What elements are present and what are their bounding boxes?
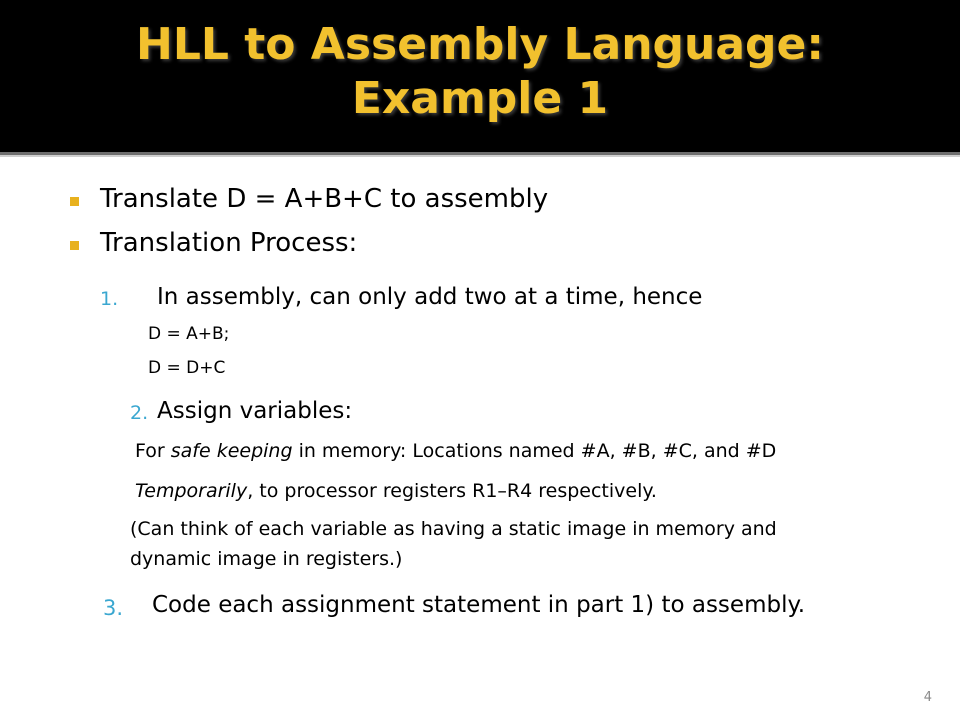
step-3-text: Code each assignment statement in part 1) to assembly. xyxy=(152,592,806,618)
memory-emphasis: safe keeping xyxy=(170,440,293,462)
registers-note xyxy=(135,480,657,502)
image-note-line-1: (Can think of each variable as having a static image in memory and xyxy=(130,518,777,540)
step-number: 3. xyxy=(103,596,124,620)
step-number: 2. xyxy=(130,402,149,424)
memory-rest: in memory: Locations named #A, #B, #C, and #D xyxy=(292,440,777,462)
code-line: D = A+B; xyxy=(148,324,230,344)
code-line: D = D+C xyxy=(148,358,226,378)
bullet-marker-icon xyxy=(70,241,79,250)
slide-title-line-1: HLL to Assembly Language: xyxy=(136,19,824,70)
slide-title-line-2: Example 1 xyxy=(351,73,609,124)
step-1-text: In assembly, can only add two at a time, hence xyxy=(157,284,703,310)
bullet-marker-icon xyxy=(70,197,79,206)
image-note-line-2: dynamic image in registers.) xyxy=(130,548,403,570)
step-number: 1. xyxy=(100,288,119,310)
page-number: 4 xyxy=(923,690,932,705)
bullet-translation-process: Translation Process: xyxy=(100,228,358,258)
step-2-text: Assign variables: xyxy=(157,398,353,424)
memory-prefix: For xyxy=(135,440,171,462)
bullet-translate: Translate D = A+B+C to assembly xyxy=(100,184,549,214)
registers-emphasis: Temporarily xyxy=(135,480,248,502)
registers-rest: , to processor registers R1–R4 respectively. xyxy=(247,480,657,502)
memory-note xyxy=(135,440,776,462)
